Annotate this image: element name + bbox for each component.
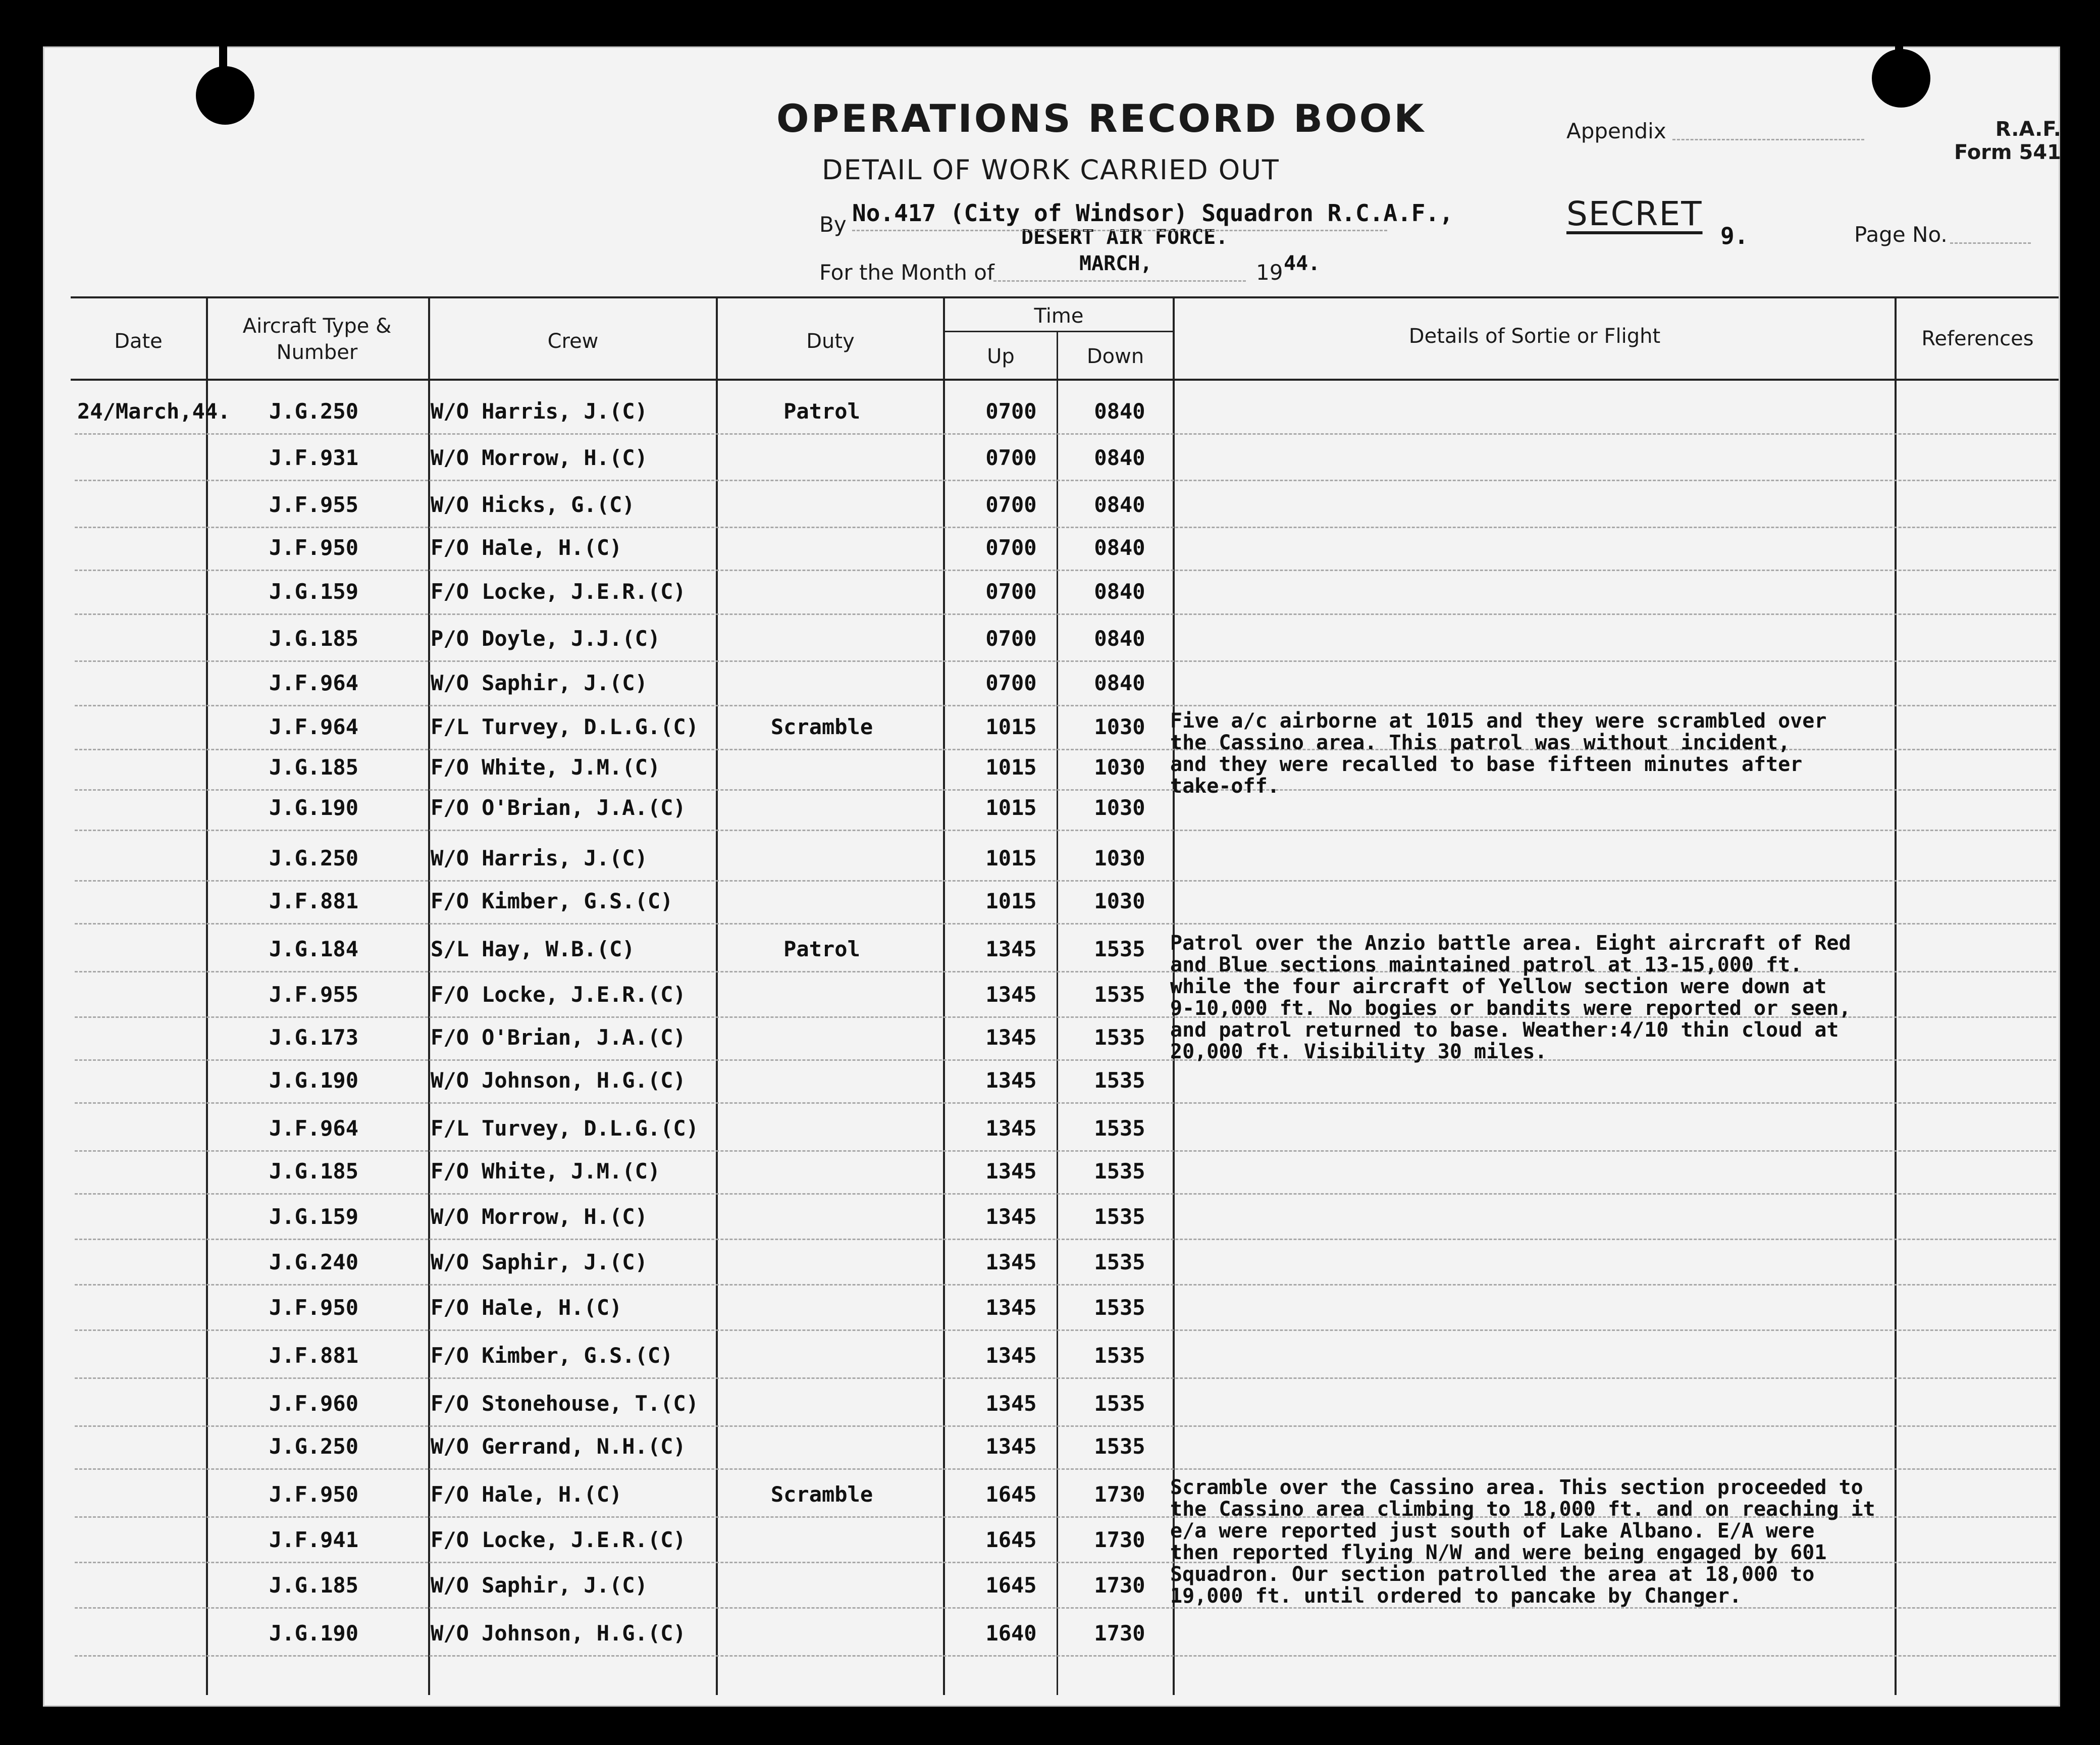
time-down: 1535 xyxy=(1094,1295,1145,1320)
sortie-detail xyxy=(1170,1477,1932,1607)
time-up: 1345 xyxy=(985,1116,1037,1141)
crew-name: W/O Harris, J.(C) xyxy=(431,399,648,424)
col-divider-aircraft xyxy=(428,296,430,1695)
crew-name: W/O Harris, J.(C) xyxy=(431,846,648,870)
form-title: OPERATIONS RECORD BOOK xyxy=(776,96,1426,141)
row-rule xyxy=(75,1607,2056,1609)
crew-name: P/O Doyle, J.J.(C) xyxy=(431,626,661,651)
row-rule xyxy=(75,1377,2056,1379)
month-line xyxy=(993,280,1246,282)
row-rule xyxy=(75,1193,2056,1195)
time-down: 1030 xyxy=(1094,846,1145,870)
time-down: 0840 xyxy=(1094,445,1145,470)
duty-type: Scramble xyxy=(770,1482,873,1507)
time-down: 1030 xyxy=(1094,755,1145,780)
row-rule xyxy=(75,1468,2056,1470)
duty-type: Patrol xyxy=(783,399,860,424)
time-down: 1535 xyxy=(1094,1116,1145,1141)
time-up: 1345 xyxy=(985,1250,1037,1274)
time-down: 1730 xyxy=(1094,1482,1145,1507)
duty-type: Patrol xyxy=(783,937,860,961)
crew-name: F/O Locke, J.E.R.(C) xyxy=(431,982,686,1007)
row-rule xyxy=(75,1239,2056,1240)
time-up: 1645 xyxy=(985,1527,1037,1552)
sortie-detail-line: then reported flying N/W and were being engaged by 601 xyxy=(1170,1541,1827,1564)
sortie-detail-line: 20,000 ft. Visibility 30 miles. xyxy=(1170,1040,1547,1063)
year-prefix: 19 xyxy=(1256,260,1283,285)
sortie-detail-line: 9-10,000 ft. No bogies or bandits were reported or seen, xyxy=(1170,997,1851,1020)
sortie-detail-line: and Blue sections maintained patrol at 13-15,000 ft. xyxy=(1170,953,1803,977)
aircraft-number: J.G.159 xyxy=(269,579,359,604)
time-up: 1345 xyxy=(985,1204,1037,1229)
crew-name: F/O Hale, H.(C) xyxy=(431,1482,622,1507)
sortie-detail-line: and patrol returned to base. Weather:4/10 thin cloud at xyxy=(1170,1018,1839,1042)
crew-name: F/O O'Brian, J.A.(C) xyxy=(431,795,686,820)
crew-name: F/O Hale, H.(C) xyxy=(431,535,622,560)
aircraft-number: J.F.964 xyxy=(269,671,359,695)
col-header-duty: Duty xyxy=(806,330,855,353)
row-rule xyxy=(75,1102,2056,1104)
time-down: 0840 xyxy=(1094,579,1145,604)
unit-name: No.417 (City of Windsor) Squadron R.C.A.F., xyxy=(852,199,1453,227)
sortie-detail xyxy=(1170,933,1932,1063)
time-up: 1640 xyxy=(985,1621,1037,1646)
crew-name: F/L Turvey, D.L.G.(C) xyxy=(431,714,699,739)
time-up: 1645 xyxy=(985,1573,1037,1598)
time-down: 1535 xyxy=(1094,1025,1145,1050)
by-line xyxy=(852,230,1387,231)
time-up: 1015 xyxy=(985,755,1037,780)
table-top-border xyxy=(71,296,2059,298)
row-rule xyxy=(75,433,2056,435)
command-name: DESERT AIR FORCE. xyxy=(1021,226,1228,249)
aircraft-number: J.F.881 xyxy=(269,889,359,913)
aircraft-number: J.F.960 xyxy=(269,1391,359,1416)
col-header-crew: Crew xyxy=(547,330,599,353)
punch-hole-right xyxy=(1872,49,1930,108)
row-rule xyxy=(75,1284,2056,1286)
time-down: 1535 xyxy=(1094,1434,1145,1459)
aircraft-number: J.F.964 xyxy=(269,714,359,739)
time-up: 0700 xyxy=(985,671,1037,695)
crew-name: F/O White, J.M.(C) xyxy=(431,755,661,780)
time-up: 0700 xyxy=(985,579,1037,604)
time-up: 1345 xyxy=(985,1343,1037,1368)
time-up: 1345 xyxy=(985,937,1037,961)
time-up: 1345 xyxy=(985,1025,1037,1050)
time-down: 1535 xyxy=(1094,1159,1145,1184)
row-rule xyxy=(75,1425,2056,1427)
row-date: 24/March,44. xyxy=(77,399,231,424)
aircraft-number: J.G.190 xyxy=(269,795,359,820)
crew-name: W/O Morrow, H.(C) xyxy=(431,1204,648,1229)
row-rule xyxy=(75,1329,2056,1331)
sortie-detail-line: e/a were reported just south of Lake Albano. E/A were xyxy=(1170,1519,1815,1543)
crew-name: F/O Hale, H.(C) xyxy=(431,1295,622,1320)
row-rule xyxy=(75,705,2056,706)
header-bottom-border xyxy=(71,379,2059,381)
aircraft-number: J.G.185 xyxy=(269,1159,359,1184)
time-up: 1345 xyxy=(985,1391,1037,1416)
appendix-line xyxy=(1672,139,1864,140)
col-header-aircraft: Aircraft Type & Number xyxy=(242,315,392,364)
form-code xyxy=(1935,118,2061,164)
sortie-detail-line: the Cassino area. This patrol was without incident, xyxy=(1170,731,1791,754)
sortie-detail-line: take-off. xyxy=(1170,775,1280,798)
time-down: 0840 xyxy=(1094,626,1145,651)
time-up: 1015 xyxy=(985,795,1037,820)
crew-name: W/O Saphir, J.(C) xyxy=(431,1573,648,1598)
col-divider-date xyxy=(206,296,208,1695)
time-down: 1030 xyxy=(1094,795,1145,820)
sortie-detail-line: while the four aircraft of Yellow section were down at xyxy=(1170,975,1827,998)
time-down: 1535 xyxy=(1094,1391,1145,1416)
time-up: 1645 xyxy=(985,1482,1037,1507)
aircraft-number: J.G.185 xyxy=(269,755,359,780)
record-sheet xyxy=(43,46,2060,1707)
time-down: 0840 xyxy=(1094,399,1145,424)
crew-name: F/O Locke, J.E.R.(C) xyxy=(431,579,686,604)
page-label: Page No. xyxy=(1854,222,1948,247)
aircraft-number: J.F.941 xyxy=(269,1527,359,1552)
page-number: 9. xyxy=(1720,222,1749,249)
row-rule xyxy=(75,830,2056,831)
row-rule xyxy=(75,527,2056,528)
row-rule xyxy=(75,613,2056,615)
aircraft-number: J.G.159 xyxy=(269,1204,359,1229)
time-down: 1535 xyxy=(1094,1250,1145,1274)
aircraft-number: J.G.190 xyxy=(269,1068,359,1093)
aircraft-number: J.F.955 xyxy=(269,492,359,517)
aircraft-number: J.F.881 xyxy=(269,1343,359,1368)
col-header-references: References xyxy=(1921,327,2034,350)
aircraft-number: J.F.964 xyxy=(269,1116,359,1141)
time-down: 0840 xyxy=(1094,492,1145,517)
crew-name: F/L Turvey, D.L.G.(C) xyxy=(431,1116,699,1141)
sortie-detail-line: Squadron. Our section patrolled the area at 18,000 to xyxy=(1170,1563,1815,1586)
appendix-label: Appendix xyxy=(1566,119,1666,143)
month-value: MARCH, xyxy=(1079,252,1152,275)
by-label: By xyxy=(819,212,847,237)
page-line xyxy=(1950,242,2031,244)
form-subtitle: DETAIL OF WORK CARRIED OUT xyxy=(822,154,1280,186)
time-down: 1730 xyxy=(1094,1527,1145,1552)
aircraft-number: J.F.950 xyxy=(269,1295,359,1320)
aircraft-number: J.F.950 xyxy=(269,535,359,560)
col-header-date: Date xyxy=(114,330,163,353)
aircraft-number: J.G.173 xyxy=(269,1025,359,1050)
sortie-detail-line: Five a/c airborne at 1015 and they were scrambled over xyxy=(1170,709,1827,733)
time-up: 1015 xyxy=(985,846,1037,870)
time-down: 1535 xyxy=(1094,1204,1145,1229)
col-header-down: Down xyxy=(1086,345,1144,368)
time-up: 0700 xyxy=(985,399,1037,424)
form-code-line1: R.A.F. xyxy=(1995,118,2061,141)
crew-name: F/O Stonehouse, T.(C) xyxy=(431,1391,699,1416)
time-down: 1535 xyxy=(1094,1068,1145,1093)
crew-name: F/O Kimber, G.S.(C) xyxy=(431,1343,673,1368)
row-rule xyxy=(75,660,2056,662)
time-up: 1015 xyxy=(985,714,1037,739)
crew-name: F/O Locke, J.E.R.(C) xyxy=(431,1527,686,1552)
sortie-detail-line: 19,000 ft. until ordered to pancake by Changer. xyxy=(1170,1584,1742,1608)
col-header-up: Up xyxy=(987,345,1015,368)
time-up: 1015 xyxy=(985,889,1037,913)
crew-name: F/O White, J.M.(C) xyxy=(431,1159,661,1184)
time-up: 1345 xyxy=(985,1434,1037,1459)
month-label: For the Month of xyxy=(819,260,994,285)
sortie-detail-line: Patrol over the Anzio battle area. Eight aircraft of Red xyxy=(1170,932,1851,955)
time-up: 0700 xyxy=(985,492,1037,517)
time-up: 0700 xyxy=(985,445,1037,470)
sortie-detail-line: the Cassino area climbing to 18,000 ft. and on reaching it xyxy=(1170,1498,1875,1521)
punch-hole-left xyxy=(196,66,254,125)
time-down: 1030 xyxy=(1094,889,1145,913)
time-down: 1535 xyxy=(1094,937,1145,961)
classification-stamp: SECRET xyxy=(1566,194,1703,233)
sortie-detail xyxy=(1170,710,1932,797)
row-rule xyxy=(75,480,2056,481)
aircraft-number: J.G.185 xyxy=(269,626,359,651)
aircraft-number: J.F.955 xyxy=(269,982,359,1007)
time-down: 1730 xyxy=(1094,1573,1145,1598)
crew-name: W/O Morrow, H.(C) xyxy=(431,445,648,470)
aircraft-number: J.G.240 xyxy=(269,1250,359,1274)
row-rule xyxy=(75,1150,2056,1152)
form-code-line2: Form 541 xyxy=(1954,141,2061,164)
aircraft-number: J.G.250 xyxy=(269,399,359,424)
col-header-details: Details of Sortie or Flight xyxy=(1408,325,1661,348)
aircraft-number: J.G.190 xyxy=(269,1621,359,1646)
col-header-time: Time xyxy=(1034,304,1084,328)
time-up: 1345 xyxy=(985,1068,1037,1093)
time-up: 0700 xyxy=(985,626,1037,651)
aircraft-number: J.G.184 xyxy=(269,937,359,961)
row-rule xyxy=(75,1655,2056,1657)
aircraft-number: J.F.950 xyxy=(269,1482,359,1507)
aircraft-number: J.G.250 xyxy=(269,1434,359,1459)
time-down: 1535 xyxy=(1094,1343,1145,1368)
time-up: 1345 xyxy=(985,1295,1037,1320)
time-down: 0840 xyxy=(1094,671,1145,695)
aircraft-number: J.G.185 xyxy=(269,1573,359,1598)
crew-name: W/O Saphir, J.(C) xyxy=(431,671,648,695)
row-rule xyxy=(75,570,2056,571)
col-divider-duty xyxy=(943,296,945,1695)
aircraft-number: J.G.250 xyxy=(269,846,359,870)
crew-name: W/O Johnson, H.G.(C) xyxy=(431,1621,686,1646)
aircraft-number: J.F.931 xyxy=(269,445,359,470)
crew-name: F/O Kimber, G.S.(C) xyxy=(431,889,673,913)
sortie-detail-line: and they were recalled to base fifteen minutes after xyxy=(1170,753,1803,776)
duty-type: Scramble xyxy=(770,714,873,739)
crew-name: W/O Saphir, J.(C) xyxy=(431,1250,648,1274)
crew-name: W/O Johnson, H.G.(C) xyxy=(431,1068,686,1093)
time-down: 1730 xyxy=(1094,1621,1145,1646)
time-up: 0700 xyxy=(985,535,1037,560)
crew-name: W/O Hicks, G.(C) xyxy=(431,492,635,517)
time-down: 0840 xyxy=(1094,535,1145,560)
crew-name: W/O Gerrand, N.H.(C) xyxy=(431,1434,686,1459)
year-value: 44. xyxy=(1284,252,1321,275)
row-rule xyxy=(75,923,2056,925)
time-down: 1535 xyxy=(1094,982,1145,1007)
crew-name: F/O O'Brian, J.A.(C) xyxy=(431,1025,686,1050)
time-up: 1345 xyxy=(985,1159,1037,1184)
time-down: 1030 xyxy=(1094,714,1145,739)
time-up: 1345 xyxy=(985,982,1037,1007)
sortie-detail-line: Scramble over the Cassino area. This section proceeded to xyxy=(1170,1476,1863,1499)
crew-name: S/L Hay, W.B.(C) xyxy=(431,937,635,961)
row-rule xyxy=(75,880,2056,882)
